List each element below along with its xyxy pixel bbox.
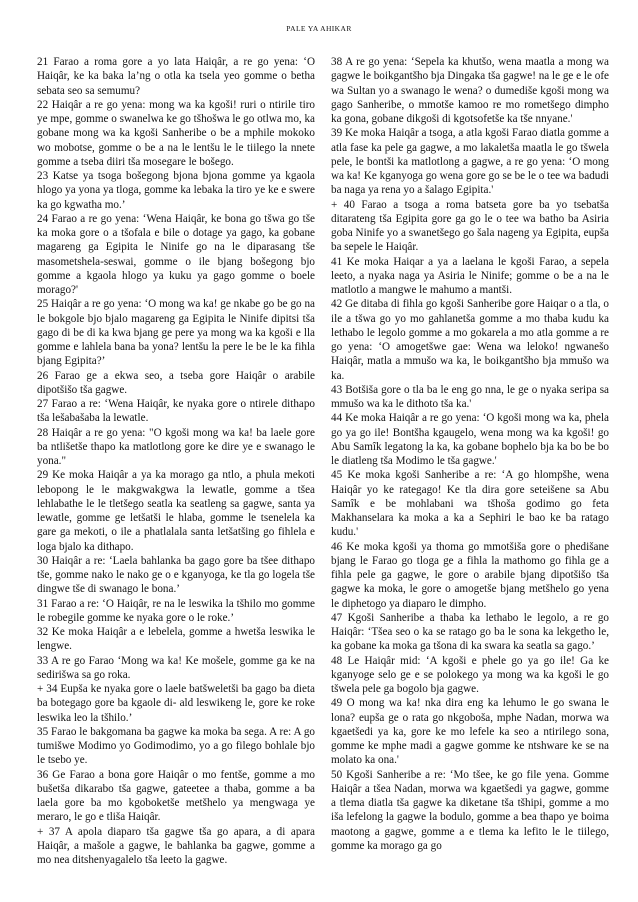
verse-paragraph: 43 Botšiša gore o tla ba le eng go nna, le ge o nyaka seripa sa mmušo wa ka le dithoto tša ka.'	[331, 383, 609, 410]
verse-paragraph: 48 Le Haiqâr mid: ‘A kgoši e phele go ya go ile! Ga ke kganyoge selo ge e se polokego ya mong wa ka kgoši le go tšwela pele ga bogolo bja gagwe.	[331, 654, 609, 695]
right-column	[331, 55, 609, 853]
verse-paragraph: 32 Ke moka Haiqâr a e lebelela, gomme a hwetša leswika le lengwe.	[37, 626, 315, 653]
verse-paragraph: 49 O mong wa ka! nka dira eng ka lehumo le go swana le lona? eupša ge o rata go nkgoboša, mphe Nadan, morwa wa kgaetšedi ya ka, gore ke mo lefele ka seo a ntirilego sona, gomme ke mphe madi a gagwe gomme ke ntshware ke se na molato ka ona.'	[331, 697, 609, 767]
verse-paragraph: 44 Ke moka Haiqâr a re go yena: ‘O kgoši mong wa ka, phela go ya go ile! Bontšha kgaugelo, wena mong wa ka kgoši! go Abu Samîk legatong la ka, ka gobane bophelo bja ka bo be bo le diatleng tša Modimo le tša gagwe.'	[331, 412, 609, 467]
left-column	[37, 55, 315, 867]
verse-paragraph: 23 Katse ya tsoga bošegong bjona bjona gomme ya kgaola hlogo ya yona ya tloga, gomme ka lebaka la tiro ye ke e swere ka go kgwatha mo.’	[37, 170, 315, 211]
verse-paragraph: 47 Kgoši Sanheribe a thaba ka lethabo le legolo, a re go Haiqâr: ‘Tšea seo o ka se ratago go ba le sona ka lekgetho le, ka gobane ka moka ga tšona di ka swara ka seatla sa gago.’	[331, 611, 609, 653]
verse-paragraph: 27 Farao a re: ‘Wena Haiqâr, ke nyaka gore o ntirele dithapo tša lešabašaba la lewatle.	[37, 398, 315, 425]
verse-paragraph: 24 Farao a re go yena: ‘Wena Haiqâr, ke bona go tšwa go tše ka moka gore o a tšofala e bile o dotage ya gago, ka gobane magareng ga Egipita le Ninife go na le diparasang tše masometshela-seswai, gomme o ile bjang bošegong bjo gomme a kgaola hlogo ya kuku ya gago gomme o boele morago?'	[37, 212, 315, 296]
verse-paragraph: + 34 Eupša ke nyaka gore o laele batšweletši ba gago ba dieta ba botegago gore ba kgaole di- ald leswikeng le, gore ke roke leswika leo la tšhilo.’	[37, 683, 315, 724]
verse-paragraph: 50 Kgoši Sanheribe a re: ‘Mo tšee, ke go file yena. Gomme Haiqâr a tšea Nadan, morwa wa kgaetšedi ya gagwe, gomme a tlema diatla tša gagwe ka diketane tša tšhipi, gomme a mo iša lefelong la gagwe la bodulo, gomme a bea thapo ye boima maotong a gagwe, gomme a e tlema ka lefito le le tiilego, gomme ka morago ga go	[331, 768, 609, 852]
verse-paragraph: 29 Ke moka Haiqâr a ya ka morago ga ntlo, a phula mekoti lebopong le le makgwakgwa la lewatle, gomme a tšea lehlabathe le le tletšego seatla ka seatleng sa gagwe, santa ya lewatle, gomme ge letšatši le hlaba, gomme le tsenelela ka gare ga mekoti, o ile a phatlalala santa letšatšing go fihlela e loga bjalo ka dithapo.	[37, 469, 315, 553]
verse-paragraph: 39 Ke moka Haiqâr a tsoga, a atla kgoši Farao diatla gomme a atla fase ka pele ga gagwe, a mo lakaletša maatla le go tšwela pele, le bontši ka matlotlong a gagwe, a re go yena: ‘O mong wa ka! Ke kganyoga go wena gore go se be le o tee wa badudi ba naga ya rena yo a šalago Egipita.'	[331, 127, 609, 197]
verse-paragraph: 36 Ge Farao a bona gore Haiqâr o mo fentše, gomme a mo bušetša dikarabo tša gagwe, gateetee a thaba, gomme a ba laela gore ba mo kgoboketše metšhelo ya mengwaga ye meraro, le go e tliša Haiqâr.	[37, 768, 315, 824]
verse-paragraph: 22 Haiqâr a re go yena: mong wa ka kgoši! ruri o ntirile tiro ye mpe, gomme o swanelwa ke go tšhošwa le go otlwa mo, ka gobane mong wa ka kgoši Sanheribe o be a mphile mokoko wo mobotse, gomme o be a na le lentšu le le tiilego la nnete gomme a tseba diiri tša mosegare le bošego.	[37, 98, 315, 168]
verse-paragraph: 46 Ke moka kgoši ya thoma go mmotšiša gore o phedišane bjang le Farao go tloga ge a fihla la mathomo go fihla ge a fihla pele ga gagwe, le gore o arabile bjang dipotšišo tša gagwe ka moka, le gore o amogetše bjang metšhelo go yena le diphetogo ya diaparo le dimpho.	[331, 540, 609, 610]
verse-paragraph: 21 Farao a roma gore a yo lata Haiqâr, a re go yena: ‘O Haiqâr, ke ka baka la’ng o otla ka tsela yeo gomme o betha sebata seo sa semumu?	[37, 56, 315, 97]
verse-paragraph: 30 Haiqâr a re: ‘Laela bahlanka ba gago gore ba tšee dithapo tše, gomme nako le nako ge o e kganyoga, ke tla go logela tše dingwe tše di swanago le bona.’	[37, 554, 315, 596]
verse-paragraph: 31 Farao a re: ‘O Haiqâr, re na le leswika la tšhilo mo gomme le robegile gomme ke nyaka gore o le roke.’	[37, 597, 315, 624]
verse-paragraph: 38 A re go yena: ‘Sepela ka khutšo, wena maatla a mong wa gagwe le boikgantšho bja Dingaka tša gagwe! na le ge e le ofe wa Sultan yo a swanago le wena? o dumediše kgoši mong wa gago Sanheribe, o mmotše kamoo re mo rometšego dimpho ka gona, gobane dikgoši di kgotsofetše ka tše nnyane.'	[331, 56, 609, 125]
verse-paragraph: 33 A re go Farao ‘Mong wa ka! Ke mošele, gomme ga ke na sedirišwa sa go roka.	[37, 654, 315, 681]
verse-paragraph: 42 Ge ditaba di fihla go kgoši Sanheribe gore Haiqar o a tla, o ile a tšwa go yo mo gahlanetša gomme a mo thaba kudu ka lethabo le legolo gomme a mo gokarela a mo atla gomme a re go yena: ‘O amogetšwe gae: Wena wa leloko! ngwanešo Haiqâr, matla a mmušo wa ka, le boikgantšho bja mmušo wa ka.	[331, 298, 609, 382]
running-header: PALE YA AHIKAR	[286, 24, 352, 33]
verse-paragraph: 26 Farao ge a ekwa seo, a tseba gore Haiqâr o arabile dipotšišo tša gagwe.	[37, 369, 315, 396]
verse-paragraph: 41 Ke moka Haiqar a ya a laelana le kgoši Farao, a sepela leeto, a nyaka naga ya Asiria le Ninife; gomme o be a na le matlotlo a mangwe le mahumo a mantši.	[331, 255, 609, 296]
verse-paragraph: 25 Haiqâr a re go yena: ‘O mong wa ka! ge nkabe go be go na le bokgole bjo bjalo magareng ga Egipita le Ninife dipitsi tša gago di be di ka kwa bjang ge pere ya mong wa ka kgoši e lla gomme e lahlela bana ba yona? lentšu la pere le be le ka fihla bjang Egipita?’	[37, 298, 315, 368]
verse-paragraph: + 37 A apola diaparo tša gagwe tša go apara, a di apara Haiqâr, a mašole a gagwe, le bahlanka ba gagwe, gomme a mo nea ditshenyagalelo tša leeto la gagwe.	[37, 825, 315, 866]
verse-paragraph: 35 Farao le bakgomana ba gagwe ka moka ba sega. A re: A go tumišwe Modimo yo Godimodimo, yo a go filego bohlale bjo le tsebo ye.	[37, 725, 315, 767]
verse-paragraph: + 40 Farao a tsoga a roma batseta gore ba yo tsebatša ditarateng tša Egipita gore ga go le o tee wa batho ba Asiria goba Ninife yo a swanetšego go šala nageng ya Egipita, eupša ba sepele le Haiqâr.	[331, 198, 609, 254]
verse-paragraph: 28 Haiqâr a re go yena: "O kgoši mong wa ka! ba laele gore ba ntlišetše thapo ka matlotlong gore ke dire ye e swanago le yona."	[37, 426, 315, 467]
verse-paragraph: 45 Ke moka kgoši Sanheribe a re: ‘A go hlompšhe, wena Haiqâr yo ke rategago! Ke tla dira gore seteišene sa Abu Samîk e be mohlabani wa tšhoša godimo go feta Makhanselara ka moka a ka a Sephiri le bao ke ba ratago kudu.'	[331, 469, 609, 539]
